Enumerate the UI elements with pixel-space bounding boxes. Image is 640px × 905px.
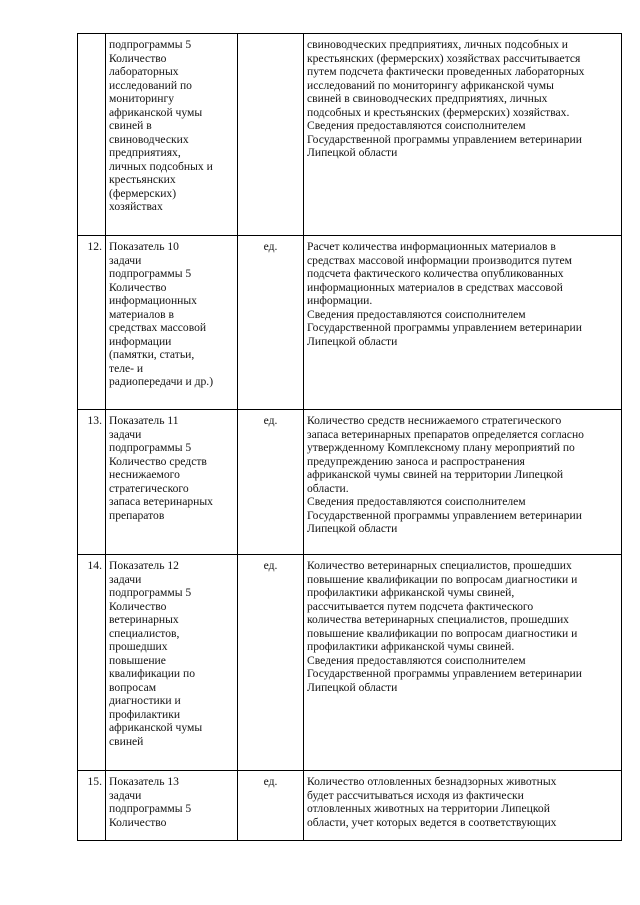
row-number	[78, 34, 106, 236]
calculation-method: свиноводческих предприятиях, личных подсобных и крестьянских (фермерских) хозяйствах рассчитывается путем подсчета фактически проведенных лабораторных исследований по мониторингу африканской чумы свиней в свиноводческих предприятиях, личных подсобных и крестьянских (фермерских) хозяйствах. Сведения предоставляются соисполнителем Государственной программы управлением ветеринарии Липецкой области	[304, 34, 622, 236]
table-row	[78, 555, 622, 771]
table-row	[78, 34, 622, 236]
unit-of-measure: ед.	[238, 236, 304, 410]
unit-of-measure: ед.	[238, 771, 304, 841]
unit-of-measure: ед.	[238, 410, 304, 555]
unit-of-measure	[238, 34, 304, 236]
calculation-method: Количество средств неснижаемого стратегического запаса ветеринарных препаратов определяется согласно утвержденному Комплексному плану мероприятий по предупреждению заноса и распространения африканской чумы свиней на территории Липецкой области. Сведения предоставляются соисполнителем Государственной программы управлением ветеринарии Липецкой области	[304, 410, 622, 555]
row-number: 13.	[78, 410, 106, 555]
calculation-method: Количество отловленных безнадзорных животных будет рассчитываться исходя из фактически отловленных животных на территории Липецкой области, учет которых ведется в соответствующих	[304, 771, 622, 841]
unit-of-measure: ед.	[238, 555, 304, 771]
table-row	[78, 410, 622, 555]
indicator-name: Показатель 10 задачи подпрограммы 5 Количество информационных материалов в средствах массовой информации (памятки, статьи, теле- и радиопередачи и др.)	[106, 236, 238, 410]
indicator-table	[77, 33, 622, 841]
row-number: 15.	[78, 771, 106, 841]
indicator-name: Показатель 13 задачи подпрограммы 5 Количество	[106, 771, 238, 841]
indicator-name: Показатель 12 задачи подпрограммы 5 Количество ветеринарных специалистов, прошедших повышение квалификации по вопросам диагностики и профилактики африканской чумы свиней	[106, 555, 238, 771]
calculation-method: Количество ветеринарных специалистов, прошедших повышение квалификации по вопросам диагностики и профилактики африканской чумы свиней, рассчитывается путем подсчета фактического количества ветеринарных специалистов, прошедших повышение квалификации по вопросам диагностики и профилактики африканской чумы свиней. Сведения предоставляются соисполнителем Государственной программы управлением ветеринарии Липецкой области	[304, 555, 622, 771]
indicator-name: Показатель 11 задачи подпрограммы 5 Количество средств неснижаемого стратегического запаса ветеринарных препаратов	[106, 410, 238, 555]
table-row	[78, 236, 622, 410]
table-row	[78, 771, 622, 841]
row-number: 14.	[78, 555, 106, 771]
row-number: 12.	[78, 236, 106, 410]
calculation-method: Расчет количества информационных материалов в средствах массовой информации производится путем подсчета фактического количества опубликованных информационных материалов в средствах массовой информации. Сведения предоставляются соисполнителем Государственной программы управлением ветеринарии Липецкой области	[304, 236, 622, 410]
indicator-name: подпрограммы 5 Количество лабораторных исследований по мониторингу африканской чумы свиней в свиноводческих предприятиях, личных подсобных и крестьянских (фермерских) хозяйствах	[106, 34, 238, 236]
